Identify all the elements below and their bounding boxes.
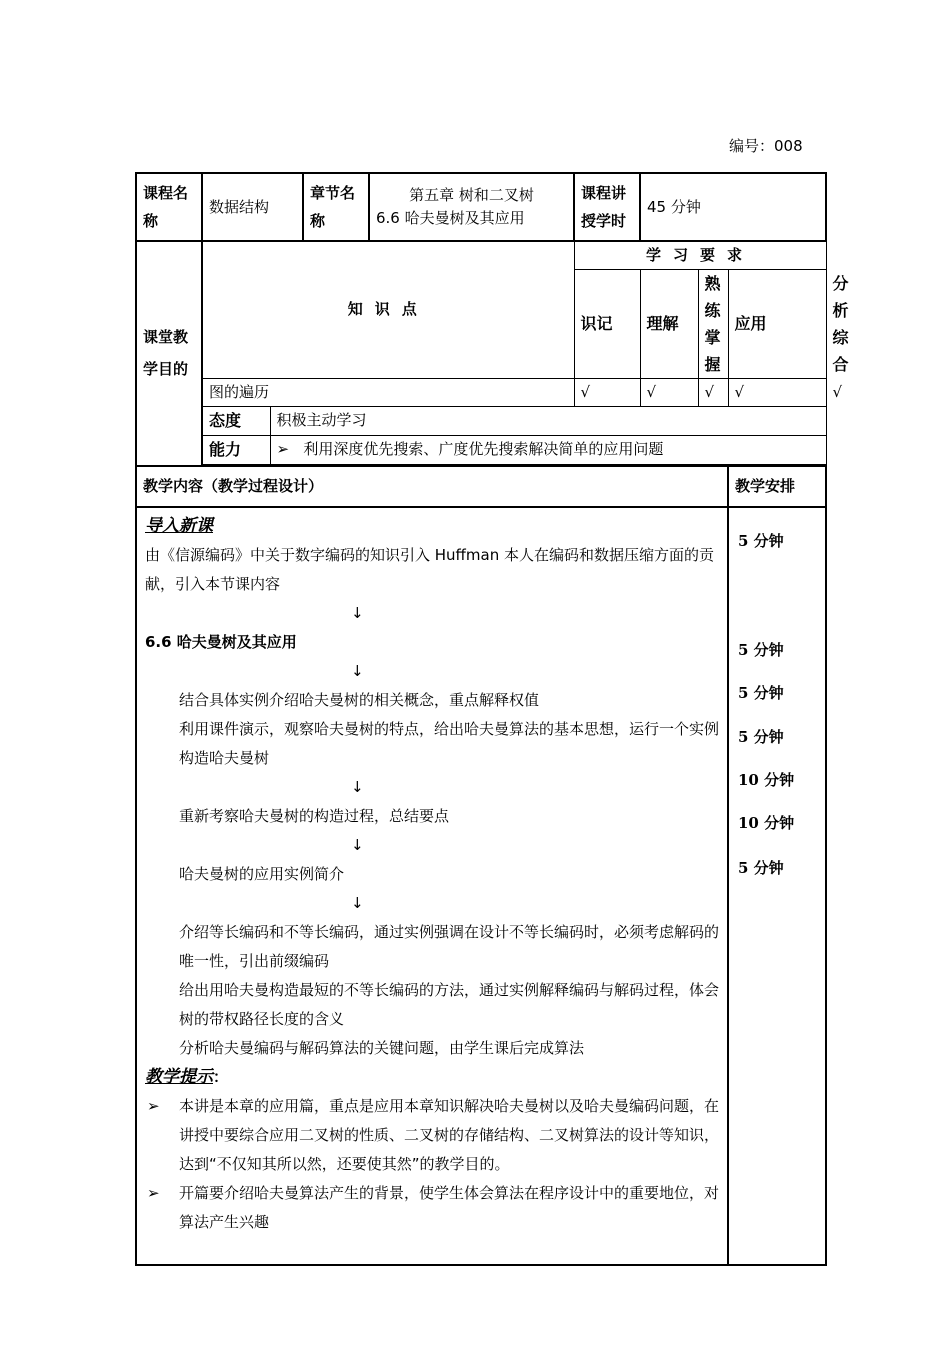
requirements-header: 学习要求 [574,241,826,269]
bullet-icon: ➢ [276,440,290,458]
check-master: √ [698,378,728,406]
step-4: 哈夫曼树的应用实例简介 [179,864,345,883]
check-understand: √ [640,378,698,406]
knowledge-row: 图的遍历 √ √ √ √ √ [136,378,826,406]
bullet-icon: ➢ [147,1096,160,1115]
requirements-header-row [136,241,826,269]
lesson-plan-table [135,172,849,1266]
content-row [136,507,826,1265]
arrow-icon: ↓ [351,603,364,622]
arrow-icon: ↓ [351,661,364,680]
schedule-item: 5 分钟 [738,531,784,550]
arrow-icon: ↓ [351,835,364,854]
intro-title: 导入新课 [145,515,213,536]
course-label: 课程名称 [136,173,202,241]
schedule-column [728,507,826,1265]
arrow-icon: ↓ [351,893,364,912]
check-memorize: √ [574,378,640,406]
hours-label: 课程讲授学时 [574,173,640,241]
arrow-icon: ↓ [351,777,364,796]
bullet-icon: ➢ [147,1183,160,1202]
schedule-item: 10 分钟 [738,770,795,789]
course-value: 数据结构 [202,173,303,241]
level-memorize: 识记 [574,269,640,378]
tips-title: 教学提示 [145,1066,213,1087]
chapter-label: 章节名称 [303,173,369,241]
section-title: 6.6 哈夫曼树及其应用 [145,632,297,651]
step-1: 结合具体实例介绍哈夫曼树的相关概念，重点解释权值 [179,690,540,709]
levels-row: 识记 理解 熟练掌握 应用 分析综合 [136,269,826,378]
schedule-item: 5 分钟 [738,727,784,746]
hours-value: 45 分钟 [640,173,826,241]
ability-row [136,435,826,464]
check-apply: √ [728,378,826,406]
level-understand: 理解 [640,269,698,378]
content-body: 导入新课 由《信源编码》中关于数字编码的知识引入 Huffman 本人在编码和数据压缩方面的贡献，引入本节课内容 ↓ 6.6 哈夫曼树及其应用 ↓ 结合具体实例介绍哈夫曼树的相关概念，重点解释权值 利用课件演示，观察哈夫曼树的特点，给出哈夫曼算法的基本思想，运行一个实例构造哈夫曼树 ↓ 重新考察哈夫曼树的构造过程，总结要点 ↓ 哈夫曼树的应用实例简介 ↓ 介绍等长编码和不等长编码，通过实例强调在设计不等长编码时，必须考虑解码的唯一性，引出前缀编码 给出用哈夫曼构造最短的不等长编码的方法，通过实例解释编码与解码过程，体会树的带权路径长度的含义 分析哈夫曼编码与解码算法的关键问题，由学生课后完成算法 教学提示： ➢ 本讲是本章的应用篇，重点是应用本章知识解决哈夫曼树以及哈夫曼编码问题，在讲授中要综合应用二叉树的性质、二叉树的存储结构、二叉树算法的设计等知识，达到“不仅知其所以然，还要使其然”的教学目的。 ➢ 开篇要介绍哈夫曼算法产生的背景，使学生体会算法在程序设计中的重要地位，对算法产生兴趣 [136,507,728,1265]
content-header: 教学内容（教学过程设计） [136,466,728,507]
attitude-row [136,406,826,435]
schedule-item: 5 分钟 [738,858,784,877]
knowledge-item: 图的遍历 [202,378,574,406]
intro-text: 由《信源编码》中关于数字编码的知识引入 Huffman 本人在编码和数据压缩方面的贡献，引入本节课内容 [145,545,714,593]
schedule-header: 教学安排 [728,466,826,507]
objectives-label: 课堂教学目的 [136,241,202,466]
chapter-cell [369,173,574,241]
attitude-label: 态度 [202,406,270,435]
step-7: 分析哈夫曼编码与解码算法的关键问题，由学生课后完成算法 [179,1038,585,1057]
schedule-item: 10 分钟 [738,813,795,832]
tip-2: ➢ 开篇要介绍哈夫曼算法产生的背景，使学生体会算法在程序设计中的重要地位，对算法产生兴趣 [145,1179,721,1237]
level-master: 熟练掌握 [698,269,728,378]
ability-value: 利用深度优先搜索、广度优先搜索解决简单的应用问题 [303,440,664,458]
header-row [136,173,826,241]
schedule-item: 5 分钟 [738,640,784,659]
chapter-line2: 6.6 哈夫曼树及其应用 [376,209,525,227]
level-apply: 应用 [728,269,826,378]
step-2: 利用课件演示，观察哈夫曼树的特点，给出哈夫曼算法的基本思想，运行一个实例构造哈夫曼树 [179,719,720,767]
schedule-item: 5 分钟 [738,683,784,702]
step-3: 重新考察哈夫曼树的构造过程，总结要点 [179,806,450,825]
ability-cell [270,435,826,464]
tip-1: ➢ 本讲是本章的应用篇，重点是应用本章知识解决哈夫曼树以及哈夫曼编码问题，在讲授中要综合应用二叉树的性质、二叉树的存储结构、二叉树算法的设计等知识，达到“不仅知其所以然，还要使其然”的教学目的。 [145,1092,721,1179]
knowledge-header: 知识点 [202,241,574,378]
step-6: 给出用哈夫曼构造最短的不等长编码的方法，通过实例解释编码与解码过程，体会树的带权路径长度的含义 [179,980,720,1028]
document-number: 编号：008 [729,137,803,155]
chapter-line1: 第五章 树和二叉树 [409,186,534,204]
ability-label: 能力 [202,435,270,464]
content-header-row [136,466,826,507]
attitude-value: 积极主动学习 [270,406,826,435]
step-5: 介绍等长编码和不等长编码，通过实例强调在设计不等长编码时，必须考虑解码的唯一性，引出前缀编码 [179,922,720,970]
